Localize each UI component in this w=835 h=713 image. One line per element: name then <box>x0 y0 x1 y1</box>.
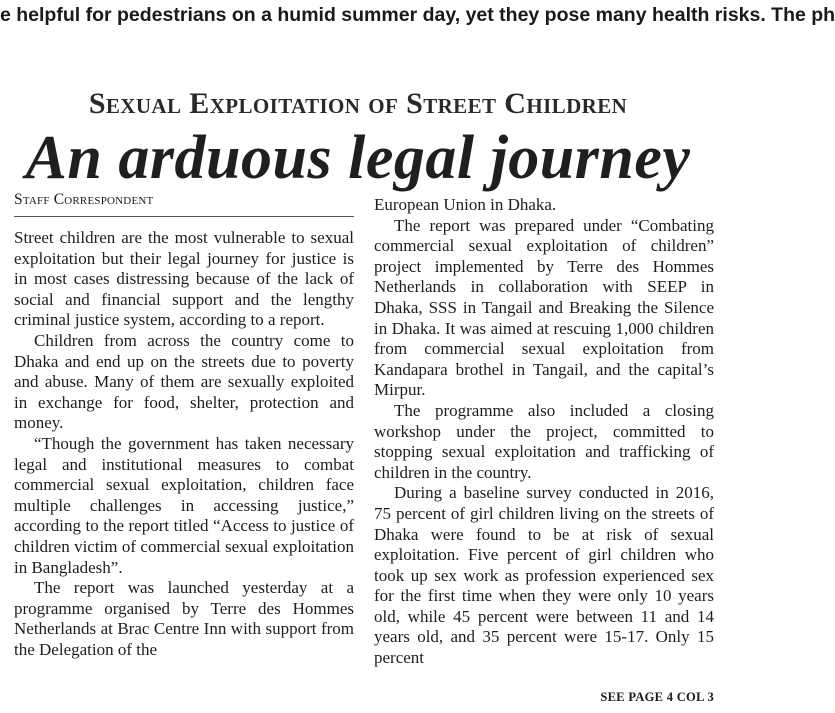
article-headline: An arduous legal journey <box>25 124 691 192</box>
article-column-2 <box>374 195 714 669</box>
column2-paragraph: European Union in Dhaka. <box>374 195 557 214</box>
column2-paragraph: During a baseline survey conducted in 2016, 75 percent of girl children living on the streets of Dhaka were found to be at risk of sexual exploitation. Five percent of girl children who took up sex work as profession experienced sex for the first time when they were only 10 years old, while 45 percent were between 11 and 14 years old, and 35 percent were 15-17. Only 15 percent <box>374 483 714 668</box>
column1-paragraph: “Though the government has taken necessary legal and institutional measures to combat commercial sexual exploitation, children face multiple challenges in accessing justice,” according to the report titled “Access to justice of children victim of commercial sexual exploitation in Bangladesh”. <box>14 433 354 577</box>
column1-paragraph: Children from across the country come to Dhaka and end up on the streets due to poverty and abuse. Many of them are sexually exploited in exchange for food, shelter, protection and money. <box>14 330 354 433</box>
byline: Staff Correspondent <box>14 191 154 208</box>
teaser-headline: e helpful for pedestrians on a humid summer day, yet they pose many health risks. The ph <box>0 4 835 26</box>
column1-paragraph: The report was launched yesterday at a programme organised by Terre des Hommes Netherlands at Brac Centre Inn with support from the Delegation of the <box>14 578 354 659</box>
column2-paragraph: The programme also included a closing workshop under the project, committed to stopping sexual exploitation and trafficking of children in the country. <box>374 400 714 482</box>
article-column-1 <box>14 228 354 660</box>
byline-divider <box>14 216 354 217</box>
article-kicker: Sexual Exploitation of Street Children <box>88 87 628 120</box>
column1-paragraph: Street children are the most vulnerable to sexual exploitation but their legal journey for justice is in most cases distressing because of the lack of social and financial support and the lengthy criminal justice system, according to a report. <box>14 228 354 330</box>
continuation-jump: SEE PAGE 4 COL 3 <box>600 690 714 704</box>
column2-paragraph: The report was prepared under “Combating commercial sexual exploitation of children” project implemented by Terre des Hommes Netherlands in collaboration with SEEP in Dhaka, SSS in Tangail and Breaking the Silence in Dhaka. It was aimed at rescuing 1,000 children from commercial sexual exploitation from Kandapara brothel in Tangail, and the capital’s Mirpur. <box>374 215 714 400</box>
